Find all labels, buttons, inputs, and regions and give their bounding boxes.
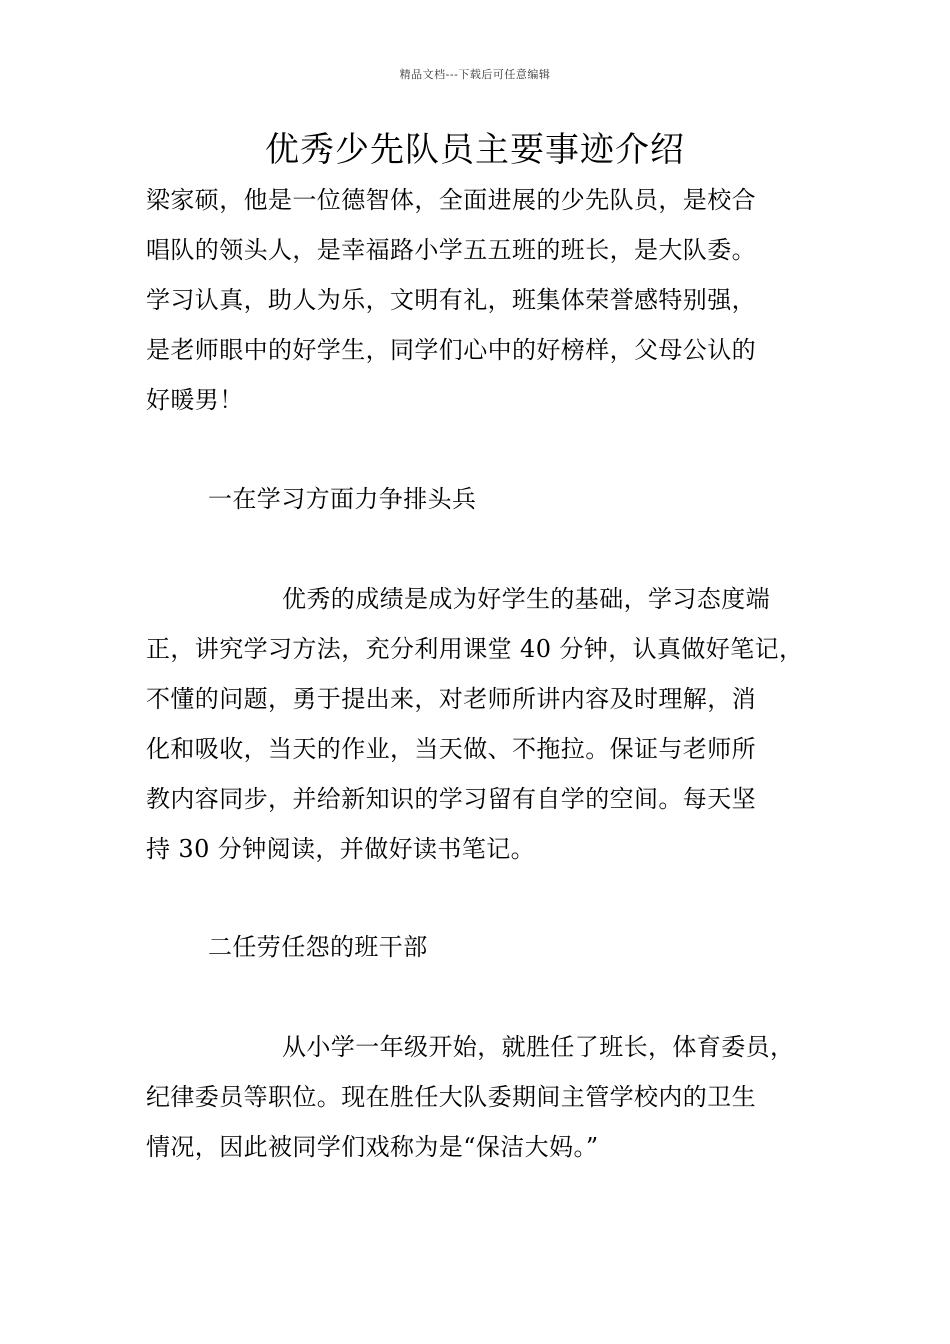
cadre-line: 情况，因此被同学们戏称为是“保洁大妈。” <box>146 1133 599 1161</box>
section-heading-text: 二任劳任怨的班干部 <box>208 933 428 961</box>
study-paragraph <box>146 574 818 874</box>
page-title: 优秀少先队员主要事迹介绍 <box>265 130 685 170</box>
cadre-line: 纪律委员等职位。现在胜任大队委期间主管学校内的卫生 <box>146 1083 756 1111</box>
section-heading-text: 一在学习方面力争排头兵 <box>208 485 477 513</box>
study-line: 化和吸收，当天的作业，当天做、不拖拉。保证与老师所 <box>146 735 756 763</box>
cadre-line: 从小学一年级开始，就胜任了班长，体育委员， <box>282 1033 795 1061</box>
study-line: 不懂的问题，勇于提出来，对老师所讲内容及时理解，消 <box>146 685 756 713</box>
study-line: 优秀的成绩是成为好学生的基础，学习态度端 <box>282 585 770 613</box>
intro-paragraph <box>146 175 818 425</box>
intro-line: 好暖男！ <box>146 386 244 414</box>
intro-line: 是老师眼中的好学生，同学们心中的好榜样，父母公认的 <box>146 336 756 364</box>
section-heading-cadre <box>208 922 880 972</box>
study-line: 正，讲究学习方法，充分利用课堂 40 分钟，认真做好笔记， <box>146 635 804 663</box>
intro-line: 唱队的领头人，是幸福路小学五五班的班长，是大队委。 <box>146 236 756 264</box>
intro-line: 学习认真，助人为乐，文明有礼，班集体荣誉感特别强， <box>146 286 756 314</box>
section-heading-study <box>208 474 880 524</box>
cadre-paragraph <box>146 1022 818 1172</box>
header-note: 精品文档---下载后可任意编辑 <box>399 68 551 81</box>
intro-line: 梁家硕，他是一位德智体，全面进展的少先队员，是校合 <box>146 186 756 214</box>
study-line: 教内容同步，并给新知识的学习留有自学的空间。每天坚 <box>146 785 756 813</box>
study-line: 持 30 分钟阅读，并做好读书笔记。 <box>146 835 535 863</box>
